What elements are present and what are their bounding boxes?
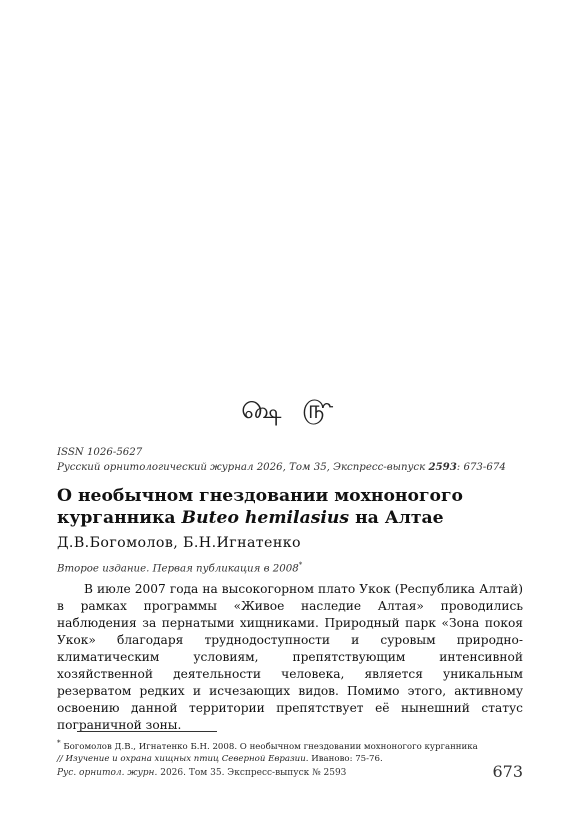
journal-meta [57, 446, 527, 475]
article-body [57, 581, 523, 734]
ornament-glyphs: ௸ ௹ [240, 395, 340, 425]
footnote-mark: * [57, 738, 61, 747]
footnote-divider [77, 731, 217, 732]
running-footer [57, 768, 346, 778]
journal-abbrev: Рус. орнитол. журн. [57, 768, 158, 778]
footnote-source: // Изучение и охрана хищных птиц Северной Евразии [57, 753, 306, 764]
authors: Д.В.Богомолов, Б.Н.Игнатенко [57, 535, 301, 551]
footnote-text-1: Богомолов Д.В., Игнатенко Б.Н. 2008. О необычном гнездовании мохноногого курганника [63, 741, 478, 752]
page-number: 673 [492, 762, 523, 781]
issn: ISSN 1026-5627 [57, 447, 143, 458]
paragraph: В июле 2007 года на высокогорном плато Укок (Республика Алтай) в рамках программы «Живое наследие Алтая» проводились наблюдения за пернатыми хищниками. Природный парк «Зона покоя Укок» благодаря труднодоступности и суровым природно-климатическим условиям, препятствующим интенсивной хозяйственной деятельности человека, является уникальным резерватом редких и исчезающих видов. Помимо этого, активному освоению данной территории препятствует её нынешний статус пограничной зоны. [57, 582, 523, 732]
edition-note [57, 561, 527, 574]
footnote-text-2: . Иваново: 75-76. [305, 753, 383, 764]
footnote-line-1 [57, 737, 527, 753]
citation-pages: : 673-674 [456, 462, 506, 473]
issue-number: 2593 [428, 461, 457, 473]
article-title [57, 485, 527, 529]
citation-prefix: Русский орнитологический журнал 2026, Том 35, Экспресс-выпуск [57, 462, 429, 473]
edition-mark: * [298, 561, 303, 569]
title-part2: на Алтае [349, 508, 444, 528]
footnote-line-2 [57, 753, 527, 765]
citation-line [57, 460, 527, 475]
edition-text: Второе издание. Первая публикация в 2008 [57, 563, 299, 575]
title-part1: О необычном гнездовании мохноногого курганника [57, 486, 463, 528]
issue-info: 2026. Том 35. Экспресс-выпуск № 2593 [157, 768, 347, 778]
footnote [57, 737, 527, 765]
title-species: Buteo hemilasius [181, 508, 350, 528]
